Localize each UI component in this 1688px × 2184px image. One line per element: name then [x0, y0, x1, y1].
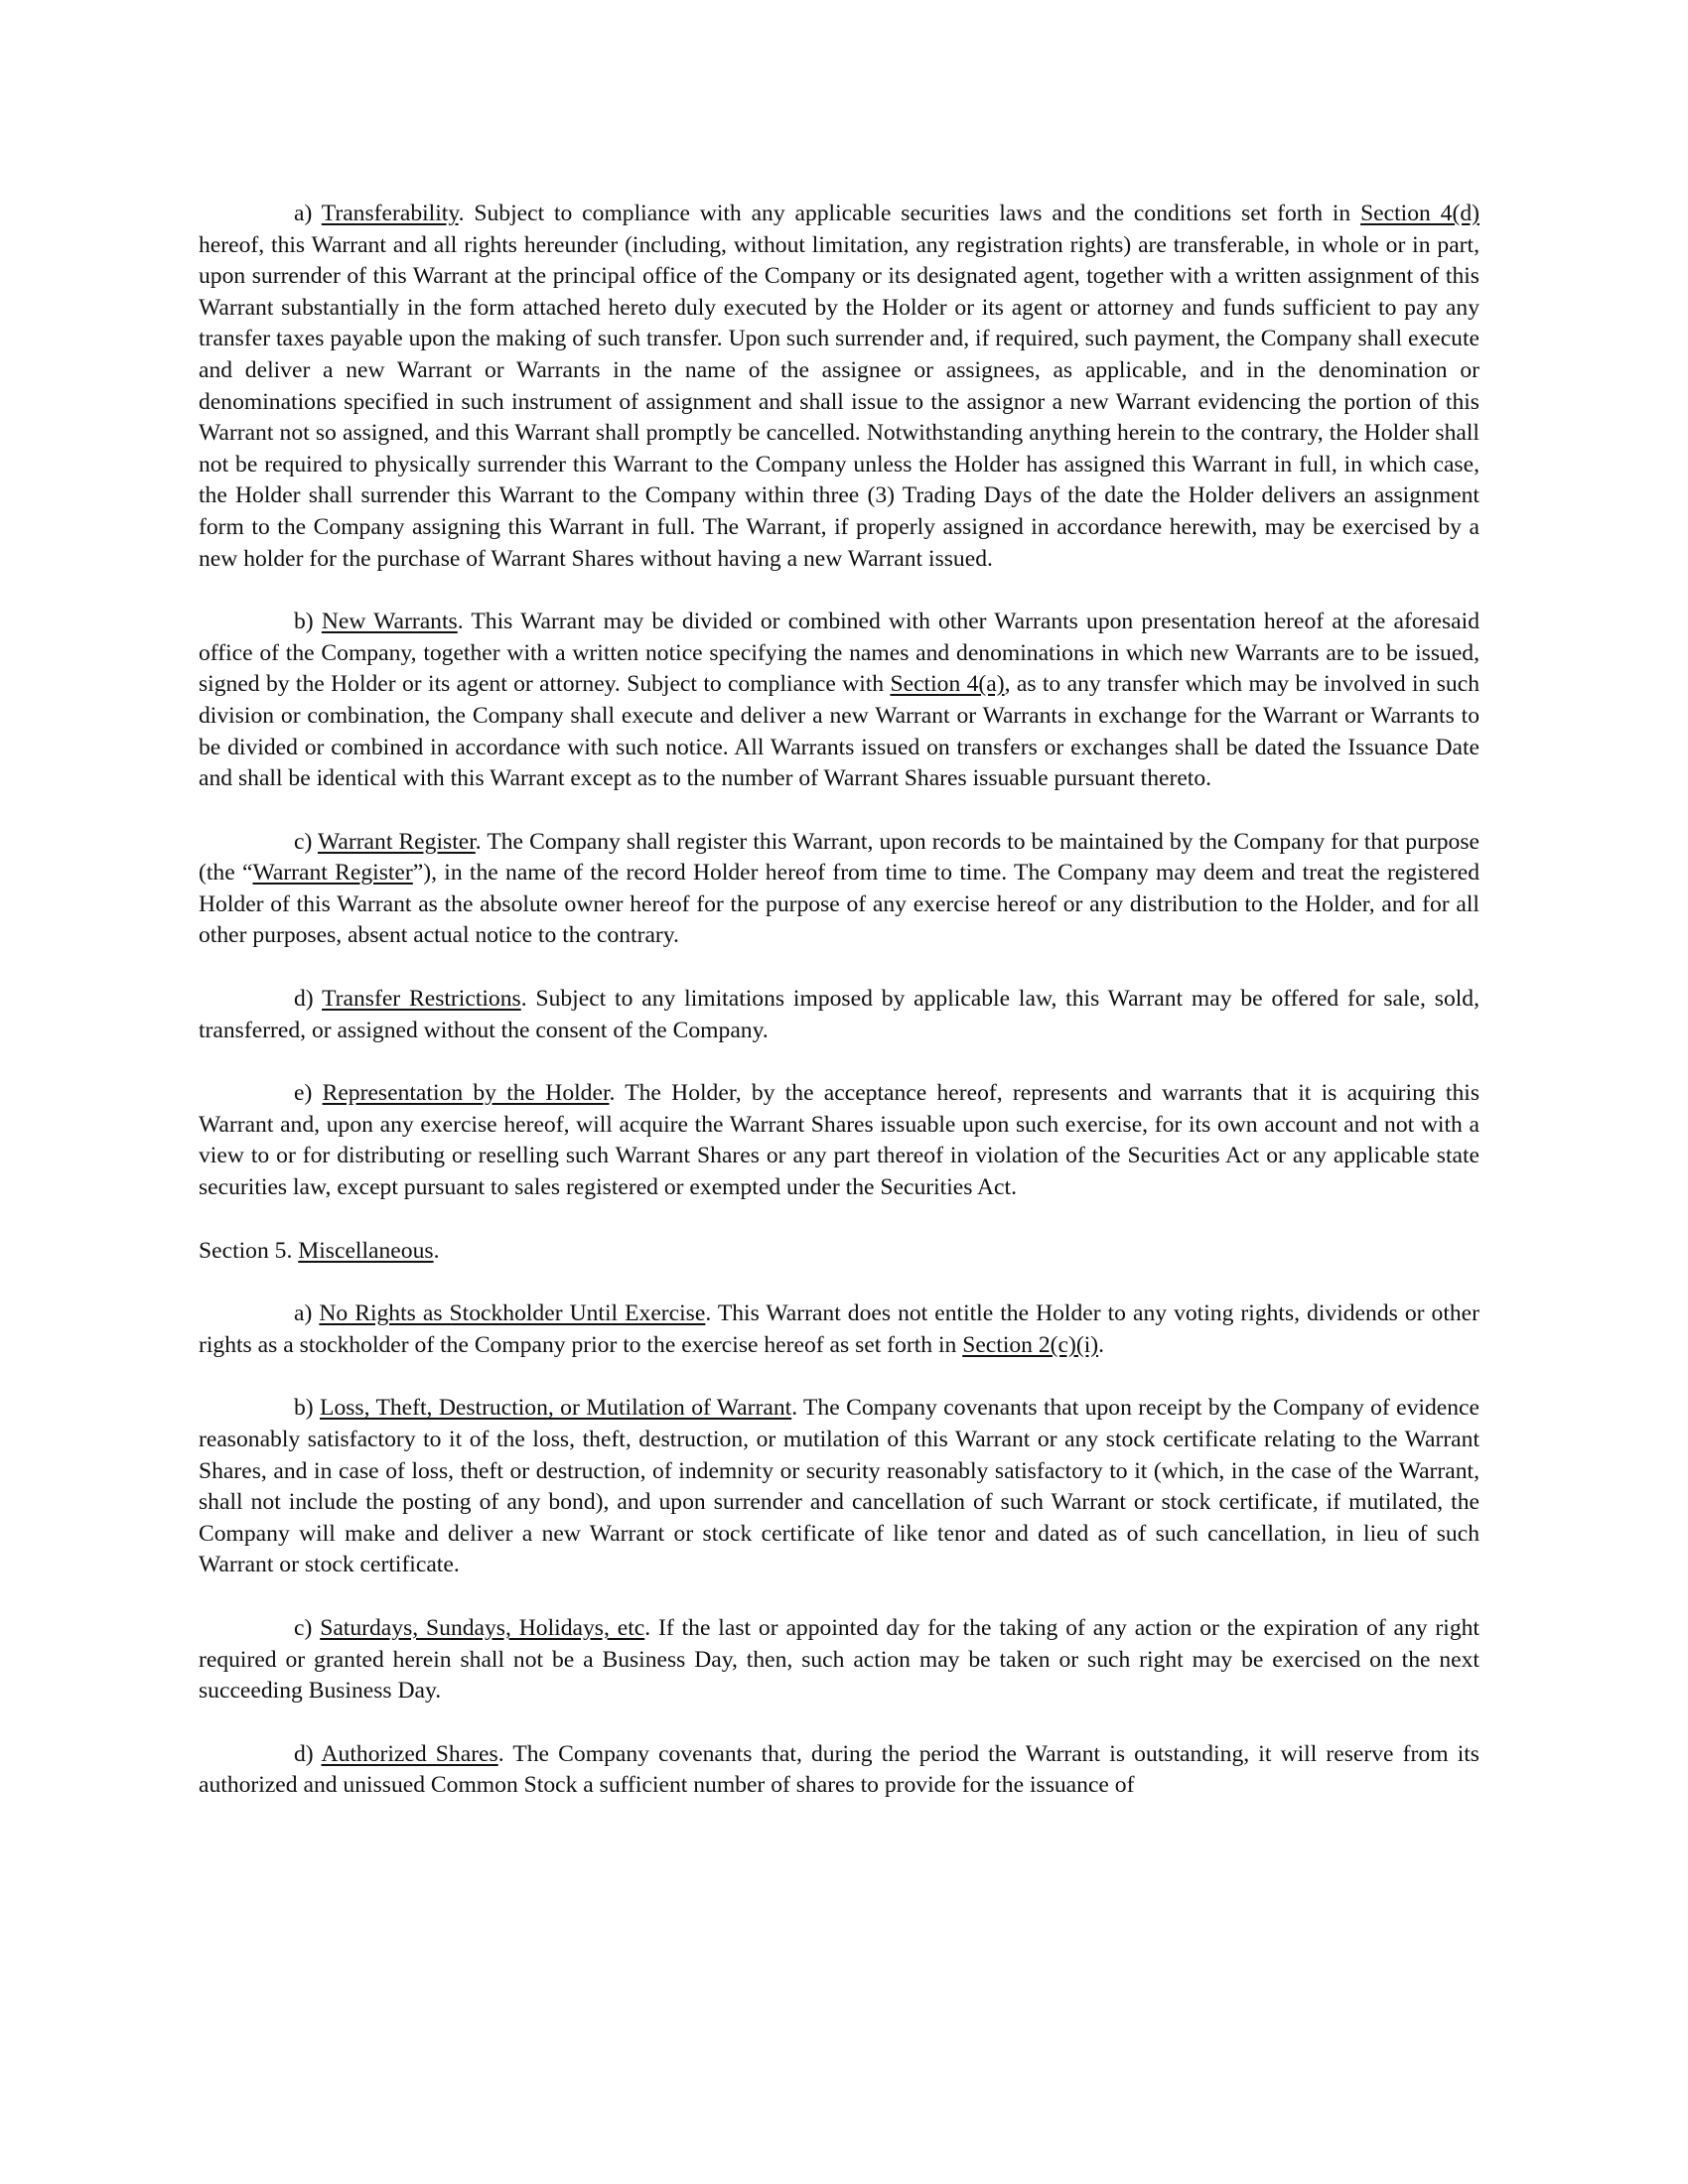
heading-new-warrants: New Warrants	[321, 609, 458, 635]
item-prefix: d)	[294, 1740, 322, 1767]
body-text: . Subject to compliance with any applicable securities laws and the conditions set forth in	[458, 201, 1361, 226]
heading-transferability: Transferability	[321, 201, 459, 226]
document-page	[199, 199, 1479, 1834]
heading-holidays: Saturdays, Sundays, Holidays, etc	[320, 1614, 645, 1641]
section-reference: Section 4(d)	[1360, 201, 1479, 226]
section-5-heading	[199, 1236, 1479, 1268]
body-text: . Subject to any limitations imposed by applicable law, this Warrant may be offered for sale, sold, transferred, or assigned without the consent of the Company.	[199, 986, 1479, 1043]
heading-no-rights: No Rights as Stockholder Until Exercise	[319, 1300, 706, 1327]
item-prefix: c)	[294, 1614, 321, 1641]
heading-transfer-restrictions: Transfer Restrictions	[322, 986, 521, 1013]
body-text: , as to any transfer which may be involved in such division or combination, the Company shall execute and deliver a new Warrant or Warrants in exchange for the Warrant or Warrants to be divided or combined in accordance with such notice. All Warrants issued on transfers or exchanges shall be dated the Issuance Date and shall be identical with this Warrant except as to the number of Warrant Shares issuable pursuant thereto.	[199, 671, 1479, 792]
item-prefix: a)	[294, 1300, 320, 1327]
paragraph-loss-theft	[199, 1393, 1479, 1581]
body-text: . The Company covenants that upon receipt by the Company of evidence reasonably satisfactory to it of the loss, theft, destruction, or mutilation of this Warrant or any stock certificate relating to the Warrant Shares, and in case of loss, theft or destruction, of indemnity or security reasonably satisfactory to it (which, in the case of the Warrant, shall not include the posting of any bond), and upon surrender and cancellation of such Warrant or stock certificate, if mutilated, the Company will make and deliver a new Warrant or stock certificate of like tenor and dated as of such cancellation, in lieu of such Warrant or stock certificate.	[199, 1395, 1479, 1578]
section-title: Miscellaneous	[298, 1237, 434, 1264]
item-prefix: b)	[294, 609, 322, 635]
body-text: .	[1098, 1331, 1105, 1358]
section-label: Section 5.	[199, 1237, 299, 1264]
item-prefix: c)	[294, 828, 318, 855]
body-text: . The Holder, by the acceptance hereof, represents and warrants that it is acquiring this Warrant and, upon any exercise hereof, will acquire the Warrant Shares issuable upon such exercise, for its own account and not with a view to or for distributing or reselling such Warrant Shares or any part thereof in violation of the Securities Act or any applicable state securities law, except pursuant to sales registered or exempted under the Securities Act.	[199, 1080, 1480, 1201]
item-prefix: b)	[294, 1395, 321, 1422]
heading-loss-theft: Loss, Theft, Destruction, or Mutilation of Warrant	[320, 1395, 792, 1422]
body-text: . If the last or appointed day for the taking of any action or the expiration of any right required or granted herein shall not be a Business Day, then, such action may be taken or such right may be exercised on the next succeeding Business Day.	[199, 1614, 1479, 1705]
heading-representation: Representation by the Holder	[322, 1080, 610, 1107]
paragraph-holidays	[199, 1613, 1479, 1707]
paragraph-authorized-shares	[199, 1739, 1479, 1802]
section-reference: Section 2(c)(i)	[962, 1331, 1099, 1358]
defined-term: Warrant Register	[252, 860, 413, 887]
body-text: . The Company shall register this Warrant, upon records to be maintained by the Company for that purpose (the “	[199, 828, 1479, 887]
body-text: ”), in the name of the record Holder hereof from time to time. The Company may deem and treat the registered Holder of this Warrant as the absolute owner hereof for the purpose of any exercise hereof or any distribution to the Holder, and for all other purposes, absent actual notice to the contrary.	[199, 860, 1479, 949]
section-period: .	[433, 1237, 440, 1264]
heading-warrant-register: Warrant Register	[317, 828, 476, 855]
paragraph-warrant-register	[199, 827, 1479, 952]
item-prefix: a)	[294, 201, 322, 226]
item-prefix: e)	[294, 1080, 323, 1107]
heading-authorized-shares: Authorized Shares	[321, 1740, 498, 1767]
section-reference: Section 4(a)	[890, 671, 1005, 698]
body-text: . The Company covenants that, during the period the Warrant is outstanding, it will reserve from its authorized and unissued Common Stock a sufficient number of shares to provide for the issuance of	[199, 1740, 1479, 1799]
paragraph-transfer-restrictions	[199, 984, 1479, 1046]
paragraph-representation	[199, 1078, 1479, 1203]
paragraph-no-rights	[199, 1298, 1479, 1361]
paragraph-new-warrants	[199, 607, 1479, 795]
body-text: . This Warrant may be divided or combined with other Warrants upon presentation hereof at the aforesaid office of the Company, together with a written notice specifying the names and denominations in which new Warrants are to be issued, signed by the Holder or its agent or attorney. Subject to compliance with	[199, 609, 1480, 698]
item-prefix: d)	[294, 986, 323, 1013]
body-text: . This Warrant does not entitle the Holder to any voting rights, dividends or other rights as a stockholder of the Company prior to the exercise hereof as set forth in	[199, 1300, 1479, 1358]
body-text: hereof, this Warrant and all rights hereunder (including, without limitation, any registration rights) are transferable, in whole or in part, upon surrender of this Warrant at the principal office of the Company or its designated agent, together with a written assignment of this Warrant substantially in the form attached hereto duly executed by the Holder or its agent or attorney and funds sufficient to pay any transfer taxes payable upon the making of such transfer. Upon such surrender and, if required, such payment, the Company shall execute and deliver a new Warrant or Warrants in the name of the assignee or assignees, as applicable, and in the denomination or denominations specified in such instrument of assignment and shall issue to the assignor a new Warrant evidencing the portion of this Warrant not so assigned, and this Warrant shall promptly be cancelled. Notwithstanding anything herein to the contrary, the Holder shall not be required to physically surrender this Warrant to the Company unless the Holder has assigned this Warrant in full, in which case, the Holder shall surrender this Warrant to the Company within three (3) Trading Days of the date the Holder delivers an assignment form to the Company assigning this Warrant in full. The Warrant, if properly assigned in accordance herewith, may be exercised by a new holder for the purchase of Warrant Shares without having a new Warrant issued.	[199, 231, 1479, 572]
paragraph-transferability	[199, 199, 1479, 575]
